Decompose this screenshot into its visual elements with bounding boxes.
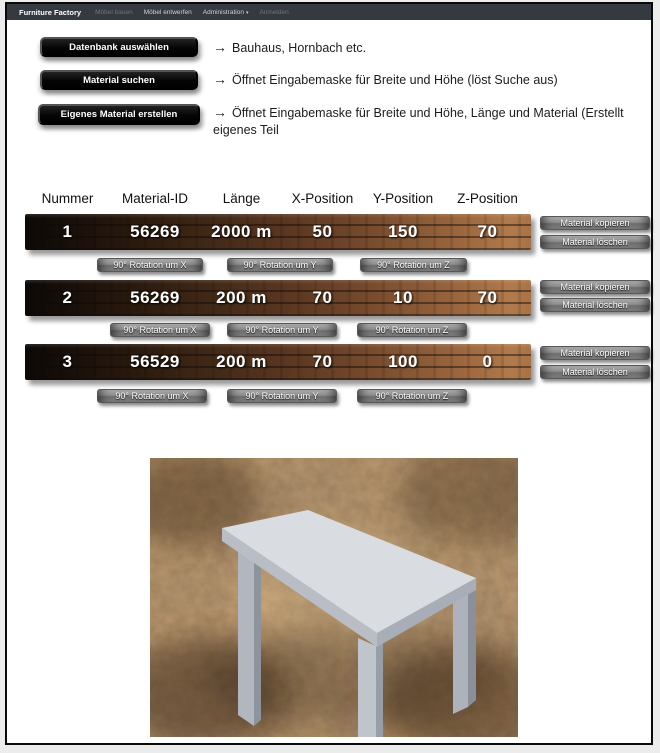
rotate-y-button-row3[interactable]: 90° Rotation um Y xyxy=(227,389,337,403)
table-row xyxy=(25,214,531,250)
column-header-z-position: Z-Position xyxy=(457,190,518,206)
cell-x-position: 70 xyxy=(312,352,333,371)
create-own-material-button[interactable]: Eigenes Material erstellen xyxy=(38,104,200,125)
nav-item-moebel-bauen[interactable]: Möbel bauen xyxy=(95,8,133,16)
cell-nummer: 1 xyxy=(62,222,73,241)
arrow-icon: → xyxy=(213,71,227,87)
search-material-button[interactable]: Material suchen xyxy=(40,70,198,90)
navbar xyxy=(7,4,651,20)
annotation-create xyxy=(213,104,658,139)
cell-laenge: 200 m xyxy=(216,352,267,371)
dropdown-caret-icon: ▾ xyxy=(245,9,249,16)
cell-material-id: 56269 xyxy=(130,222,180,241)
table-row xyxy=(25,344,531,380)
column-header-nummer: Nummer xyxy=(41,190,94,206)
rotate-y-button-row2[interactable]: 90° Rotation um Y xyxy=(227,323,337,337)
cell-y-position: 100 xyxy=(388,352,418,371)
materials-table-header xyxy=(25,189,531,207)
rotate-z-button-row2[interactable]: 90° Rotation um Z xyxy=(357,323,467,337)
annotation-text: Öffnet Eingabemaske für Breite und Höhe (löst Suche aus) xyxy=(232,73,558,87)
table-row xyxy=(25,280,531,316)
nav-item-administration[interactable]: Administration ▾ xyxy=(202,8,249,16)
annotation-text: Bauhaus, Hornbach etc. xyxy=(232,41,367,55)
nav-item-moebel-entwerfen[interactable]: Möbel entwerfen xyxy=(143,8,192,16)
rotate-x-button-row1[interactable]: 90° Rotation um X xyxy=(97,258,203,272)
cell-z-position: 70 xyxy=(477,222,498,241)
arrow-icon: → xyxy=(213,104,227,120)
cell-y-position: 10 xyxy=(393,288,413,307)
annotation-search xyxy=(213,71,658,89)
delete-material-button-row3[interactable]: Material löschen xyxy=(540,365,650,379)
cell-z-position: 70 xyxy=(477,288,498,307)
rotate-x-button-row3[interactable]: 90° Rotation um X xyxy=(97,389,207,403)
cell-laenge: 2000 m xyxy=(211,222,272,241)
cell-x-position: 50 xyxy=(312,222,333,241)
copy-material-button-row2[interactable]: Material kopieren xyxy=(540,280,650,294)
delete-material-button-row1[interactable]: Material löschen xyxy=(540,235,650,249)
cell-z-position: 0 xyxy=(482,352,493,371)
cell-material-id: 56269 xyxy=(130,288,180,307)
cell-y-position: 150 xyxy=(388,222,418,241)
rotate-z-button-row3[interactable]: 90° Rotation um Z xyxy=(357,389,467,403)
annotation-text: Öffnet Eingabemaske für Breite und Höhe, Länge und Material (Erstellt eigenes Teil xyxy=(213,106,624,137)
column-header-y-position: Y-Position xyxy=(372,190,434,206)
rotate-x-button-row2[interactable]: 90° Rotation um X xyxy=(110,323,210,337)
app-brand[interactable]: Furniture Factory xyxy=(19,7,82,17)
cell-nummer: 3 xyxy=(62,352,73,371)
rotate-y-button-row1[interactable]: 90° Rotation um Y xyxy=(227,258,333,272)
copy-material-button-row3[interactable]: Material kopieren xyxy=(540,346,650,360)
column-header-laenge: Länge xyxy=(222,190,261,206)
cell-nummer: 2 xyxy=(62,288,73,307)
copy-material-button-row1[interactable]: Material kopieren xyxy=(540,216,650,230)
column-header-material-id: Material-ID xyxy=(121,190,188,206)
annotation-database xyxy=(213,39,653,57)
cell-x-position: 70 xyxy=(312,288,333,307)
cell-material-id: 56529 xyxy=(130,352,180,371)
table-render-image xyxy=(150,458,518,737)
column-header-x-position: X-Position xyxy=(291,190,354,206)
select-database-button[interactable]: Datenbank auswählen xyxy=(40,37,198,57)
arrow-icon: → xyxy=(213,39,227,55)
delete-material-button-row2[interactable]: Material löschen xyxy=(540,298,650,312)
rotate-z-button-row1[interactable]: 90° Rotation um Z xyxy=(360,258,467,272)
nav-item-anmelden[interactable]: Anmelden xyxy=(259,8,289,16)
cell-laenge: 200 m xyxy=(216,288,267,307)
